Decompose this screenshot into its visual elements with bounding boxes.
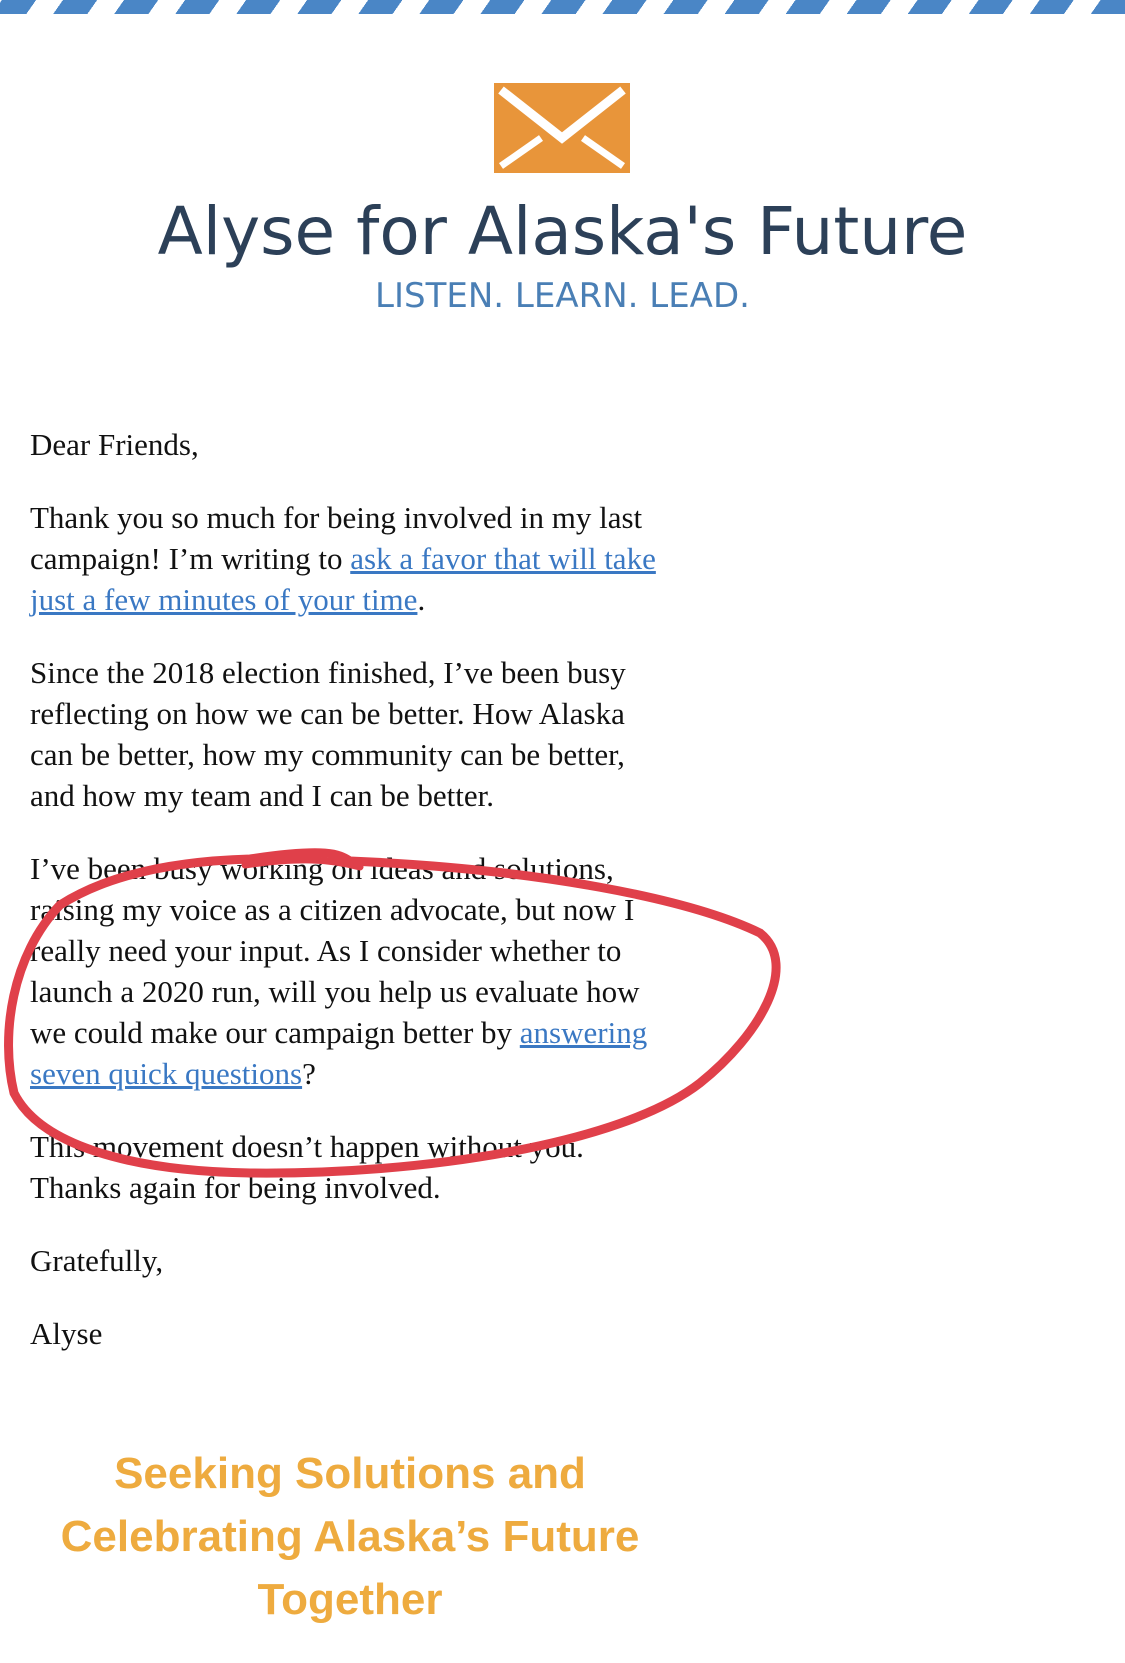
- paragraph-thanks-again: This movement doesn’t happen without you. Thanks again for being involved.: [30, 1129, 584, 1205]
- paragraph-request-text: I’ve been busy working on ideas and solutions, raising my voice as a citizen advocate, but now I really need your input. As I consider whether to launch a 2020 run, will you help us evaluate how we could make our campaign better by: [30, 851, 640, 1050]
- paragraph-request-end: ?: [302, 1056, 316, 1091]
- paragraph-reflection: Since the 2018 election finished, I’ve been busy reflecting on how we can be better. How Alaska can be better, how my community can be better, and how my team and I can be better.: [30, 655, 626, 813]
- signature: Alyse: [30, 1316, 103, 1351]
- paragraph-thanks-end: .: [417, 582, 426, 617]
- airmail-stripe-border: [0, 0, 1125, 14]
- closing-slogan: Seeking Solutions and Celebrating Alaska’s Future Together: [60, 1449, 640, 1624]
- letter-body: [30, 424, 670, 1386]
- survey-link[interactable]: answering seven quick questions: [30, 1015, 648, 1091]
- paragraph-request: [30, 848, 670, 1094]
- paragraph-thanks-text: Thank you so much for being involved in my last campaign! I’m writing to: [30, 500, 643, 576]
- envelope-icon: [491, 80, 633, 176]
- paragraph-thanks: [30, 497, 670, 620]
- brand-tagline: LISTEN. LEARN. LEAD.: [375, 276, 750, 316]
- ask-favor-link[interactable]: ask a favor that will take just a few minutes of your time: [30, 541, 656, 617]
- signoff: Gratefully,: [30, 1243, 164, 1278]
- brand-title: Alyse for Alaska's Future: [157, 193, 968, 270]
- greeting: Dear Friends,: [30, 427, 199, 462]
